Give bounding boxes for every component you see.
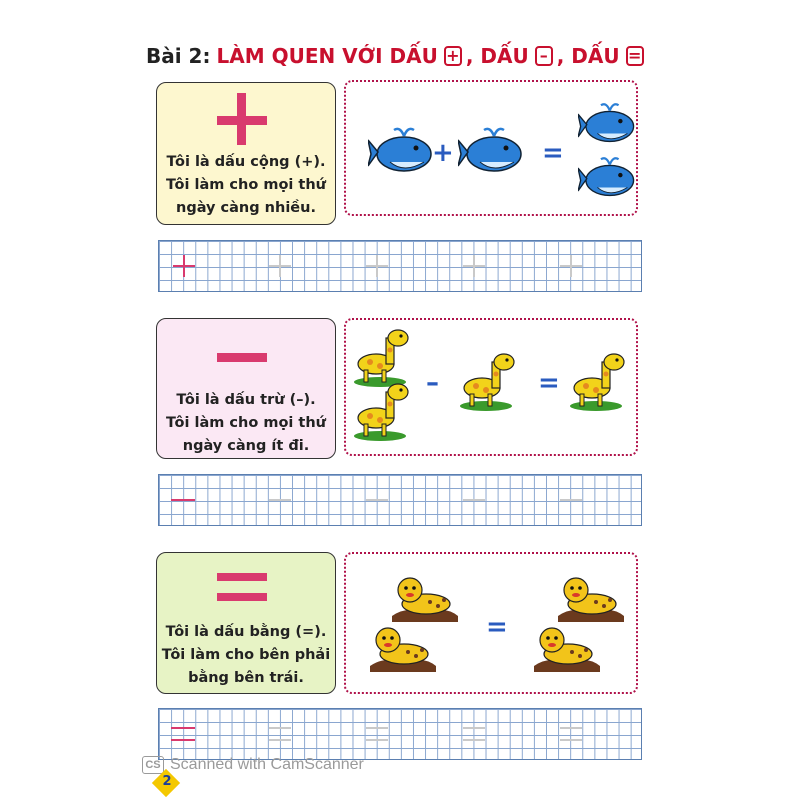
- equal-model-mark-bar: [171, 739, 195, 741]
- equal-practice-grid[interactable]: [158, 708, 642, 760]
- plus-line-1: Tôi là dấu cộng (+).: [166, 154, 326, 170]
- minus-line-1: Tôi là dấu trừ (–).: [176, 392, 316, 408]
- minus-description-card: [156, 318, 336, 459]
- minus-practice-grid[interactable]: [158, 474, 642, 526]
- equal-trace-mark: [366, 727, 388, 729]
- whale-image-2: [458, 122, 526, 176]
- minus-equal-operator: =: [538, 368, 560, 398]
- equal-line-3: bằng bên trái.: [188, 670, 304, 686]
- equal-operator: =: [486, 612, 508, 642]
- scanner-watermark: [142, 756, 364, 774]
- plus-trace-mark-bar: [560, 265, 582, 267]
- minus-model-mark: [171, 499, 195, 501]
- plus-practice-grid[interactable]: [158, 240, 642, 292]
- leopard-image-1: [386, 572, 462, 624]
- equal-trace-mark-bar: [463, 739, 485, 741]
- minus-trace-mark: [463, 499, 485, 501]
- giraffe-image-3: [456, 350, 526, 412]
- plus-trace-mark-bar: [269, 265, 291, 267]
- equal-description: [157, 621, 335, 690]
- lesson-heading: LÀM QUEN VỚI DẤU: [216, 44, 438, 68]
- plus-description-card: [156, 82, 336, 225]
- plus-model-mark-bar: [173, 265, 195, 267]
- minus-line-2: Tôi làm cho mọi thứ: [165, 415, 327, 431]
- equal-trace-mark-bar: [560, 739, 582, 741]
- leopard-image-3: [552, 572, 628, 624]
- plus-line-3: ngày càng nhiều.: [176, 200, 316, 216]
- plus-equal-operator: =: [542, 138, 564, 168]
- title-separator-2: , DẤU: [556, 44, 620, 68]
- page-number: 2: [162, 774, 172, 789]
- giraffe-image-4: [566, 350, 636, 412]
- equal-trace-mark: [269, 727, 291, 729]
- minus-trace-mark: [366, 499, 388, 501]
- plus-operator: +: [432, 138, 454, 168]
- equal-line-1: Tôi là dấu bằng (=).: [165, 624, 327, 640]
- scanner-text: Scanned with CamScanner: [170, 756, 364, 773]
- camscanner-logo: CS: [142, 756, 164, 774]
- minus-line-3: ngày càng ít đi.: [182, 438, 310, 454]
- minus-symbol-box: –: [535, 46, 553, 66]
- plus-picture-box: [344, 80, 638, 216]
- equal-model-mark: [171, 727, 195, 729]
- plus-line-2: Tôi làm cho mọi thứ: [165, 177, 327, 193]
- equal-trace-mark-bar: [366, 739, 388, 741]
- minus-sign-icon: [217, 353, 267, 362]
- whale-image-3: [578, 98, 638, 146]
- plus-symbol-box: +: [444, 46, 462, 66]
- minus-trace-mark: [269, 499, 291, 501]
- minus-description: [157, 389, 335, 458]
- equal-trace-mark: [463, 727, 485, 729]
- minus-picture-box: [344, 318, 638, 456]
- equal-line-2: Tôi làm cho bên phải: [161, 647, 331, 663]
- plus-description: [157, 151, 335, 220]
- equal-description-card: [156, 552, 336, 694]
- minus-operator: –: [426, 368, 439, 398]
- equal-trace-mark-bar: [269, 739, 291, 741]
- leopard-image-4: [528, 622, 604, 674]
- minus-trace-mark: [560, 499, 582, 501]
- plus-trace-mark-bar: [463, 265, 485, 267]
- lesson-title: [146, 40, 648, 72]
- equal-trace-mark: [560, 727, 582, 729]
- giraffe-image-2: [350, 380, 420, 442]
- page-number-badge: [156, 773, 182, 793]
- lesson-number: Bài 2:: [146, 44, 211, 68]
- plus-trace-mark-bar: [366, 265, 388, 267]
- equal-symbol-box: =: [626, 46, 644, 66]
- whale-image-1: [368, 122, 436, 176]
- leopard-image-2: [364, 622, 440, 674]
- whale-image-4: [578, 152, 638, 200]
- equal-picture-box: [344, 552, 638, 694]
- giraffe-image-1: [350, 326, 420, 388]
- title-separator-1: , DẤU: [465, 44, 529, 68]
